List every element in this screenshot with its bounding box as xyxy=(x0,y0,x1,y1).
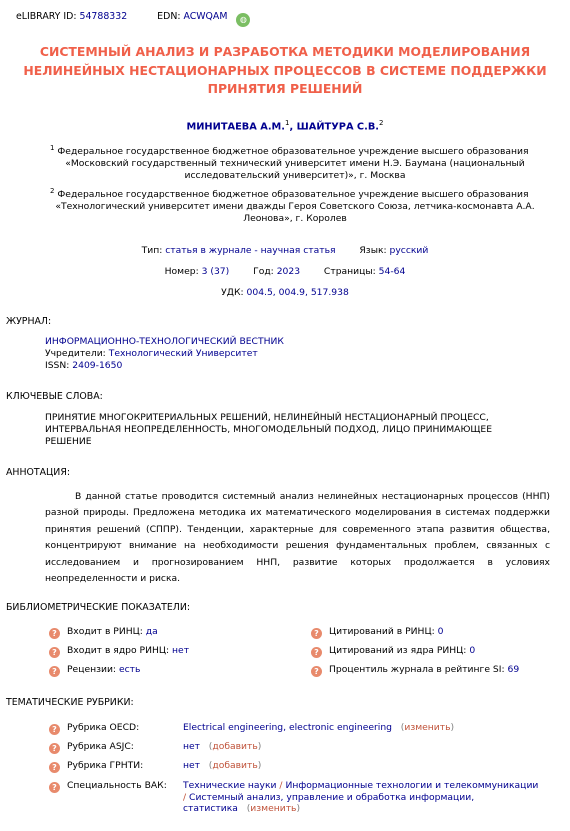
rubric-value: нет (добавить) xyxy=(183,760,262,771)
rubric-label: ? Рубрика ГРНТИ: xyxy=(49,760,143,773)
question-icon[interactable]: ? xyxy=(49,724,60,735)
udk-link[interactable]: 004.5, xyxy=(246,287,276,298)
udk-link[interactable]: 004.9, xyxy=(278,287,308,298)
authors: МИНИТАЕВА А.М.$^1$, ШАЙТУРА С.В.$^2$ xyxy=(186,119,384,133)
issn-value: 2409-1650 xyxy=(72,359,123,371)
question-icon[interactable]: ? xyxy=(49,647,60,658)
question-icon[interactable]: ? xyxy=(49,743,60,754)
article-title: СИСТЕМНЫЙ АНАЛИЗ И РАЗРАБОТКА МЕТОДИКИ МОДЕЛИРОВАНИЯ НЕЛИНЕЙНЫХ НЕСТАЦИОНАРНЫХ ПРОЦЕССОВ В СИСТЕМЕ ПОДДЕРЖКИ ПРИНЯТИЯ РЕШЕНИЙ xyxy=(23,44,547,96)
rubrics-heading: ТЕМАТИЧЕСКИЕ РУБРИКИ: xyxy=(6,697,134,708)
biblio-item: ? Процентиль журнала в рейтинге SI: 69 xyxy=(311,664,519,677)
type-value: статья в журнале - научная статья xyxy=(165,245,336,256)
add-link[interactable]: добавить xyxy=(212,741,258,752)
question-icon[interactable]: ? xyxy=(311,628,322,639)
question-icon[interactable]: ? xyxy=(49,628,60,639)
add-link[interactable]: добавить xyxy=(212,760,258,771)
journal-block: ИНФОРМАЦИОННО-ТЕХНОЛОГИЧЕСКИЙ ВЕСТНИК Учредители: Технологический Университет ISSN: 2409-1650 xyxy=(45,336,284,371)
question-icon[interactable]: ? xyxy=(49,782,60,793)
globe-icon[interactable]: ◍ xyxy=(236,13,250,27)
rubric-value: Технические науки / Информационные технологии и телекоммуникации / Системный анализ, управление и обработка информации, статистика (изменить) xyxy=(183,780,539,814)
meta-type-lang: Тип: статья в журнале - научная статья Язык: русский xyxy=(141,245,429,256)
author-link[interactable]: ШАЙТУРА С.В. xyxy=(296,121,380,133)
elibrary-id-label: eLIBRARY ID: xyxy=(16,11,77,22)
elibrary-id-value: 54788332 xyxy=(79,11,128,22)
rubric-label: ? Специальность ВАК: xyxy=(49,780,167,793)
abstract-text: В данной статье проводится системный анализ нелинейных нестационарных процессов (ННП) разной природы. Предложена методика их математического моделирования в системах поддержки принятия решений (СППР). Тенденции, характерные для современного этапа развития общества, концентрируют внимание на необходимости решения фундаментальных проблем, связанных с исследованием и прогнозированием ННП, развитие которых продолжается в условиях неопределенности и риска. xyxy=(45,491,550,585)
affiliation: $^2$ Федеральное государственное бюджетное образовательное учреждение высшего образования «Технологический университет имени дважды Героя Советского Союза, летчика-космонавта А.А. Леонова», г. Королев xyxy=(50,186,540,224)
journal-link[interactable]: ИНФОРМАЦИОННО-ТЕХНОЛОГИЧЕСКИЙ ВЕСТНИК xyxy=(45,336,284,347)
affiliation-text: Федеральное государственное бюджетное образовательное учреждение высшего образования xyxy=(57,189,529,201)
vak-link[interactable]: статистика xyxy=(183,803,238,814)
vak-link[interactable]: Технические науки xyxy=(183,780,277,791)
biblio-item: ? Цитирований из ядра РИНЦ: 0 xyxy=(311,645,475,658)
keywords-list: ПРИНЯТИЕ МНОГОКРИТЕРИАЛЬНЫХ РЕШЕНИЙ, НЕЛИНЕЙНЫЙ НЕСТАЦИОНАРНЫЙ ПРОЦЕСС, ИНТЕРВАЛЬНАЯ НЕОПРЕДЕЛЕННОСТЬ, МНОГОМОДЕЛЬНЫЙ ПОДХОД, ЛИЦО ПРИНИМАЮЩЕЕ РЕШЕНИЕ xyxy=(45,412,493,447)
article-ids xyxy=(16,11,250,27)
biblio-item: ? Входит в РИНЦ: да xyxy=(49,626,158,639)
edn-link[interactable]: ACWQAM xyxy=(183,11,228,22)
biblio-item: ? Рецензии: есть xyxy=(49,664,140,677)
vak-link[interactable]: Информационные технологии и телекоммуникации xyxy=(285,780,539,791)
keywords-heading: КЛЮЧЕВЫЕ СЛОВА: xyxy=(6,391,103,402)
abstract-heading: АННОТАЦИЯ: xyxy=(6,467,70,478)
number-value: 3 (37) xyxy=(201,266,230,277)
pages-value: 54-64 xyxy=(378,266,406,277)
edit-link[interactable]: изменить xyxy=(250,803,297,814)
vak-link[interactable]: Системный анализ, управление и обработка информации, xyxy=(189,791,475,803)
year-value: 2023 xyxy=(276,266,301,277)
meta-number-year-pages: Номер: 3 (37) Год: 2023 Страницы: 54-64 xyxy=(164,266,406,277)
question-icon[interactable]: ? xyxy=(49,762,60,773)
biblio-item: ? Цитирований в РИНЦ: 0 xyxy=(311,626,443,639)
biblio-item: ? Входит в ядро РИНЦ: нет xyxy=(49,645,189,658)
question-icon[interactable]: ? xyxy=(311,666,322,677)
affiliation: $^1$ Федеральное государственное бюджетное образовательное учреждение высшего образования «Московский государственный технический университет имени Н.Э. Баумана (национальный исследовательский университет)», г. Москва xyxy=(50,143,540,181)
edn-label: EDN: xyxy=(157,11,181,22)
author-link[interactable]: МИНИТАЕВА А.М. xyxy=(186,121,286,133)
edit-link[interactable]: изменить xyxy=(404,722,451,733)
affiliation-text: Федеральное государственное бюджетное образовательное учреждение высшего образования xyxy=(57,146,529,158)
rubric-value: нет (добавить) xyxy=(183,741,262,752)
founder-link[interactable]: Технологический Университет xyxy=(108,347,258,359)
lang-value: русский xyxy=(389,245,429,256)
affiliation-text-cont: «Технологический университет имени дважды Героя Советского Союза, летчика-космонавта А.А. Леонова», г. Королев xyxy=(55,200,535,224)
question-icon[interactable]: ? xyxy=(49,666,60,677)
meta-udk: УДК: 004.5, 004.9, 517.938 xyxy=(221,287,349,298)
udk-link[interactable]: 517.938 xyxy=(310,287,349,298)
biblio-heading: БИБЛИОМЕТРИЧЕСКИЕ ПОКАЗАТЕЛИ: xyxy=(6,602,190,613)
rubric-label: ? Рубрика OECD: xyxy=(49,722,139,735)
affiliation-text-cont: «Московский государственный технический университет имени Н.Э. Баумана (национальный исследовательский университет)», г. Москва xyxy=(65,157,525,181)
rubric-value: Electrical engineering, electronic engineering (изменить) xyxy=(183,722,455,733)
rubric-label: ? Рубрика ASJC: xyxy=(49,741,134,754)
journal-heading: ЖУРНАЛ: xyxy=(6,316,52,327)
question-icon[interactable]: ? xyxy=(311,647,322,658)
